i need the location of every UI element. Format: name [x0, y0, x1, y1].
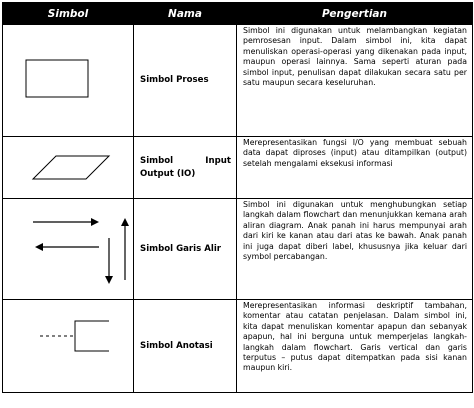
symbol-name: Simbol Anotasi: [134, 300, 237, 393]
symbol-name-line2: Output (IO): [140, 168, 196, 179]
rectangle-process-icon: [3, 26, 134, 135]
table-header-row: [3, 3, 473, 25]
symbol-cell: [3, 137, 134, 199]
annotation-bracket-icon: [3, 301, 134, 391]
symbol-name-line1: Simbol Input: [140, 155, 231, 166]
symbol-cell: [3, 300, 134, 393]
symbol-name: [134, 137, 237, 199]
flowchart-symbol-table: [2, 2, 473, 393]
symbol-description: Simbol ini digunakan untuk melambangkan kegiatan pemrosesan input. Dalam simbol ini, kita dapat menuliskan operasi-operasi yang dikenakan pada input, maupun operasi lainnya. Sama seperti aturan pada simbol input, penulisan dapat dilakukan secara satu per satu maupun secara keseluruhan.: [237, 25, 473, 137]
parallelogram-io-icon: [3, 138, 134, 197]
table-row: [3, 199, 473, 300]
table-row: [3, 25, 473, 137]
symbol-description: Merepresentasikan fungsi I/O yang membuat sebuah data dapat diproses (input) atau ditampilkan (output) setelah mengalami eksekusi informasi: [237, 137, 473, 199]
header-nama: Nama: [134, 3, 237, 25]
flow-arrows-icon: [3, 200, 134, 298]
table-row: [3, 300, 473, 393]
header-pengertian: Pengertian: [237, 3, 473, 25]
symbol-name: Simbol Proses: [134, 25, 237, 137]
flowchart-symbol-table-container: [2, 2, 472, 405]
symbol-description: Simbol ini digunakan untuk menghubungkan setiap langkah dalam flowchart dan menunjukkan kemana arah aliran diagram. Anak panah ini harus mempunyai arah dari kiri ke kanan atau dari atas ke bawah. Anak panah ini juga dapat diberi label, khususnya jika keluar dari symbol percabangan.: [237, 199, 473, 300]
symbol-cell: [3, 199, 134, 300]
symbol-cell: [3, 25, 134, 137]
symbol-description: Merepresentasikan informasi deskriptif tambahan, komentar atau catatan penjelasan. Dalam simbol ini, kita dapat menuliskan komentar apapun dan sebanyak apapun, hal ini berguna untuk memperjelas langkah-langkah dalam flowchart. Garis vertical dan garis terputus – putus dapat ditempatkan pada sisi kanan maupun kiri.: [237, 300, 473, 393]
table-row: [3, 137, 473, 199]
symbol-name: Simbol Garis Alir: [134, 199, 237, 300]
header-simbol: Simbol: [3, 3, 134, 25]
